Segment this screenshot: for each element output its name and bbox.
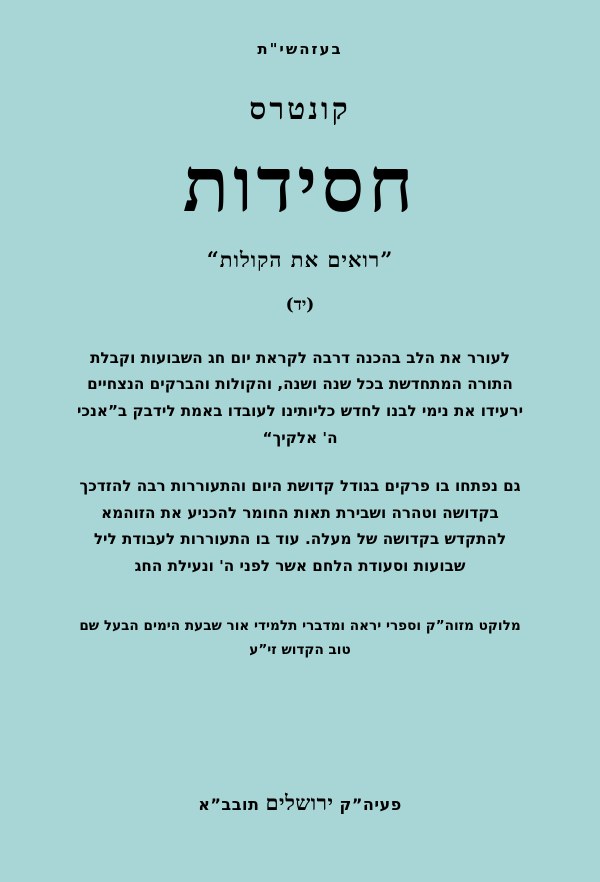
description-paragraph-2: גם נפתחו בו פרקים בגודל קדושת היום והתעוררות רבה להזדכך בקדושה וטהרה ושבירת תאות החומר להכניע את הזוהמא להתקדש בקדושה של מעלה. עוד בו התעוררות לעבודת ליל שבועות וסעודת הלחם אשר לפני ה' ונעילת החג [79,477,521,575]
source-note: מלוקט מזוה”ק וספרי יראה ומדברי תלמידי אור שבעת הימים הבעל שם טוב הקדוש זי”ע [79,617,521,659]
place-name: ירושלים [265,790,334,815]
publication-place [66,790,534,816]
page-title: חסידות [182,140,418,229]
page-subtitle: ”רואים את הקולות“ [206,246,394,272]
blessing-header: בעזהשי"ת [257,40,343,58]
place-suffix: תובב”א [198,795,260,814]
description-paragraph-1: לעורר את הלב בהכנה דרבה לקראת יום חג השבועות וקבלת התורה המתחדשת בכל שנה ושנה, והקולות והברקים הנצחיים ירעידו את נימי לבנו לחדש כליותינו לעובדו באמת לידבק ב”אנכי ה' אלקיך“ [76,348,524,447]
volume-number: (יד) [285,294,315,315]
place-prefix: פעיה”ק [339,795,402,814]
layout-spacer [66,662,534,790]
series-label: קונטרס [249,92,351,127]
